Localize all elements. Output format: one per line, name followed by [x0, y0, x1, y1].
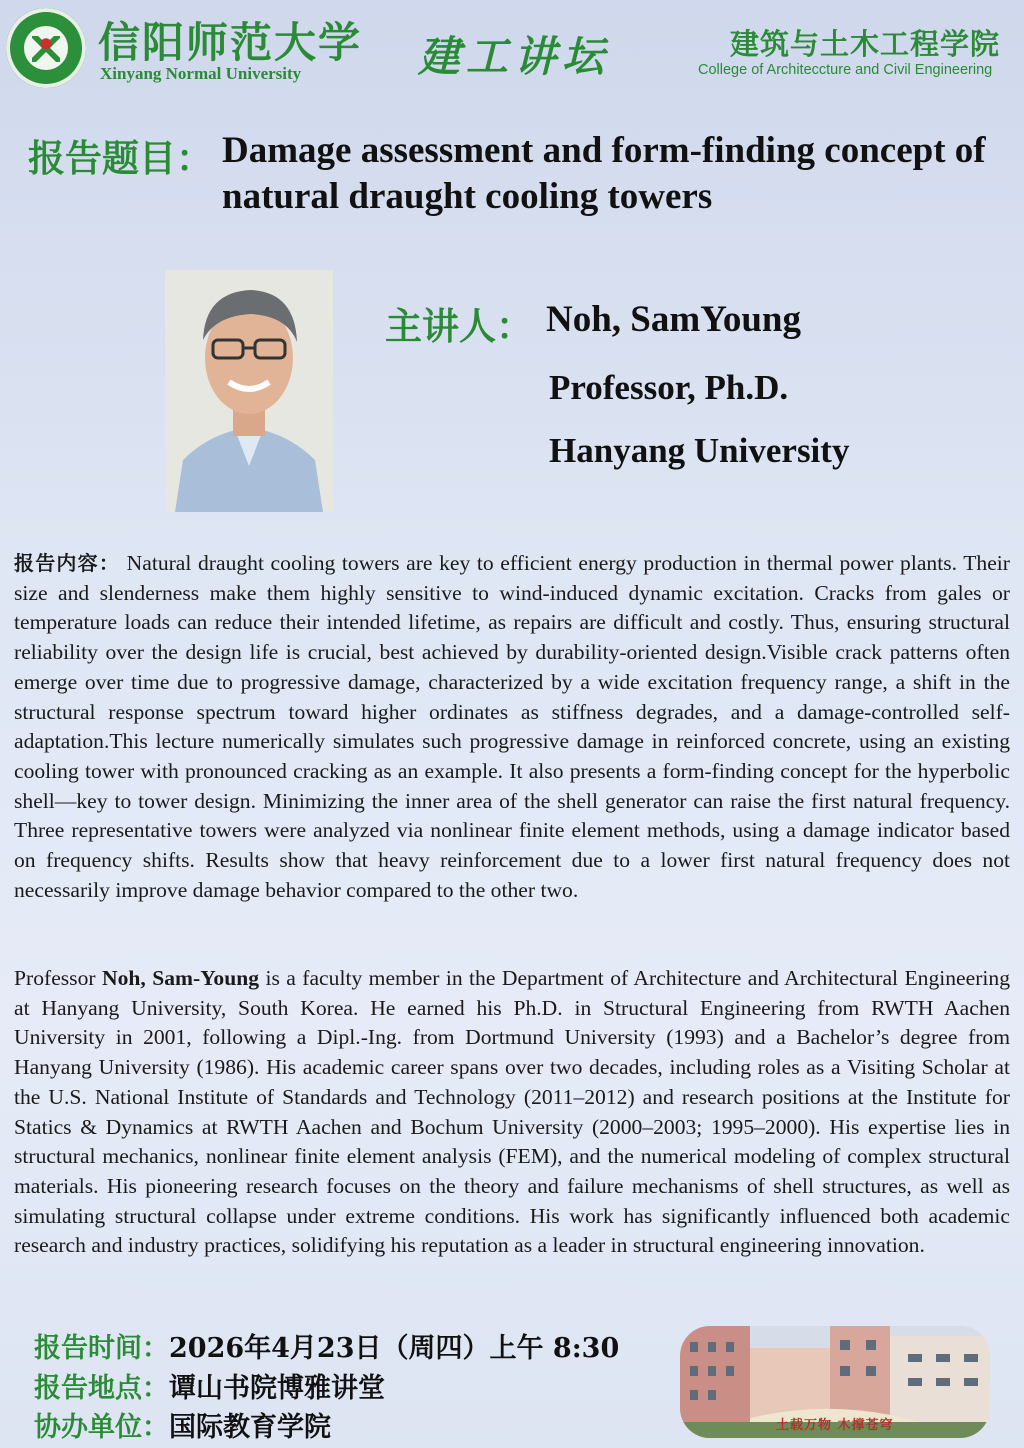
university-logo-icon: [6, 8, 86, 88]
co-organizer-value: 国际教育学院: [169, 1412, 331, 1443]
speaker-photo: [165, 270, 333, 512]
bio-text: is a faculty member in the Department of Architecture and Architectural Engineering at Hanyang University, South Korea. He earned his Ph.D. in Structural Engineering from RWTH Aachen University in 2001, following a Dipl.-Ing. from Dortmund University (1993) and a Bachelor’s degree from Hanyang University (1986). His academic career spans over two decades, including roles as a Visiting Scholar at the U.S. National Institute of Standards and Technology (2011–2012) and research positions at the Institute for Statics & Dynamics at RWTH Aachen and Bochum University (2000–2003; 1995–2000). His expertise lies in structural mechanics, nonlinear finite element analysis (FEM), and the numerical modeling of complex structural materials. His pioneering research focuses on the theory and failure mechanisms of shell structures, as well as simulating structural collapse under extreme conditions. His work has significantly influenced both academic research and industry practices, solidifying his reputation as a leader in structural engineering innovation.: [14, 966, 1011, 1258]
college-name-cn: 建筑与土木工程学院: [730, 29, 1001, 61]
speaker-position: Professor, Ph.D.: [549, 368, 789, 407]
speaker-name: Noh, SamYoung: [546, 299, 801, 340]
place-value: 谭山书院博雅讲堂: [169, 1373, 385, 1404]
poster-header: [0, 0, 1024, 100]
university-name-en: Xinyang Normal University: [100, 64, 302, 83]
speaker-affiliation: Hanyang University: [549, 431, 850, 470]
info-co-organizer: [34, 1405, 331, 1444]
talk-title: Damage assessment and form-finding concept of natural draught cooling towers: [222, 130, 986, 217]
forum-title: 建工讲坛: [418, 35, 611, 81]
time-value: 2026年4月23日（周四）上午 8:30: [169, 1333, 620, 1364]
bio-prefix: Professor: [14, 966, 102, 990]
place-label: 报告地点：: [34, 1373, 169, 1404]
college-name-en: College of Architeccture and Civil Engineering: [698, 62, 993, 78]
title-label: 报告题目：: [28, 137, 213, 180]
info-time: [34, 1326, 619, 1365]
campus-stone-inscription: 土载万物 木撑苍穹: [776, 1418, 894, 1433]
abstract-label: 报告内容：: [14, 551, 121, 575]
abstract-paragraph: [14, 549, 1010, 905]
info-place: [34, 1366, 385, 1405]
university-name-cn: 信阳师范大学: [98, 18, 363, 67]
bio-name: Noh, Sam-Young: [102, 966, 260, 990]
time-label: 报告时间：: [34, 1333, 169, 1364]
bio-paragraph: [14, 964, 1010, 1261]
campus-photo: [680, 1326, 990, 1438]
abstract-text: Natural draught cooling towers are key to efficient energy production in thermal power plants. Their size and slenderness make them highly sensitive to wind-induced dynamic excitation. Cracks from gales or temperature loads can reduce their intended lifetime, as repairs are difficult and costly. Thus, ensuring structural reliability over the design life is crucial, best achieved by durability-oriented design.Visible crack patterns often emerge over time due to progressive damage, characterized by a wide excitation frequency range, a shift in the structural response spectrum toward higher ordinates as stiffness degrades, and a damage-controlled self-adaptation.This lecture numerically simulates such progressive damage in reinforced concrete, using an existing cooling tower with pronounced cracking as an example. It also presents a form-finding concept for the hyperbolic shell—key to tower design. Minimizing the inner area of the shell generator can raise the first natural frequency. Three representative towers were analyzed via nonlinear finite element methods, using a damage indicator based on frequency shifts. Results show that heavy reinforcement due to a lower first natural frequency does not necessarily improve damage behavior compared to the other two.: [14, 551, 1010, 902]
speaker-label: 主讲人：: [385, 305, 533, 348]
co-organizer-label: 协办单位：: [34, 1412, 169, 1443]
